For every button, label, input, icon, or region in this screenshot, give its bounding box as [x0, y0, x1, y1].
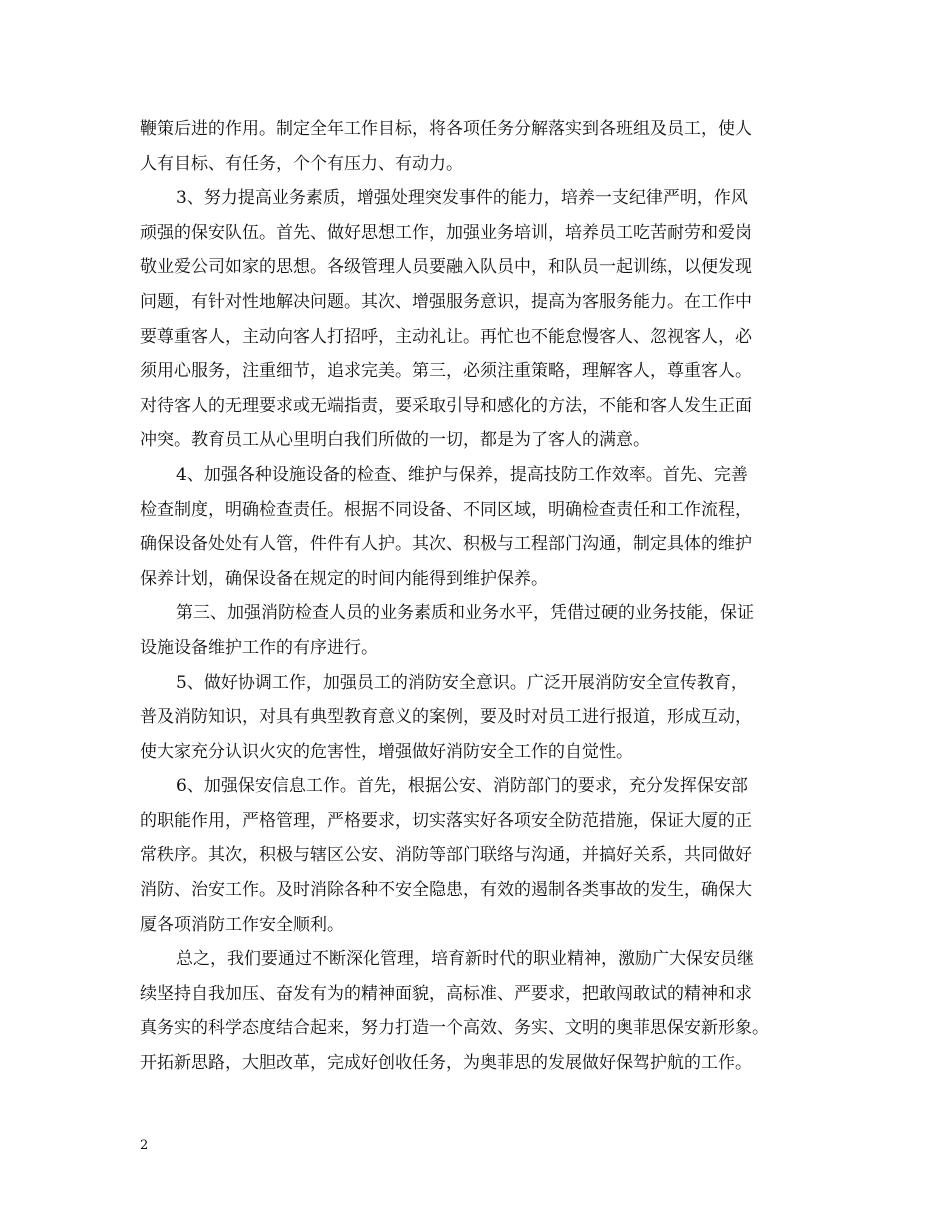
text-line: 顽强的保安队伍。首先、做好思想工作，加强业务培训，培养员工吃苦耐劳和爱岗 [140, 222, 752, 243]
text-line: 消防、治安工作。及时消除各种不安全隐患，有效的遏制各类事故的发生，确保大 [140, 880, 752, 901]
text-line: 普及消防知识，对具有典型教育意义的案例，要及时对员工进行报道，形成互动， [140, 707, 752, 728]
text-line: 确保设备处处有人管，件件有人护。其次、积极与工程部门沟通，制定具体的维护 [140, 534, 752, 555]
text-line: 厦各项消防工作安全顺利。 [140, 914, 344, 935]
paragraph-first-line: 3、努力提高业务素质，增强处理突发事件的能力，培养一支纪律严明，作风 [176, 188, 748, 209]
text-line: 要尊重客人，主动向客人打招呼，主动礼让。再忙也不能怠慢客人、忽视客人，必 [140, 326, 752, 347]
text-line: 设施设备维护工作的有序进行。 [140, 637, 378, 658]
text-line: 保养计划，确保设备在规定的时间内能得到维护保养。 [140, 568, 548, 589]
text-line: 对待客人的无理要求或无端指责，要采取引导和感化的方法，不能和客人发生正面 [140, 395, 752, 416]
document-body [140, 112, 820, 1081]
text-line: 冲突。教育员工从心里明白我们所做的一切，都是为了客人的满意。 [140, 430, 650, 451]
text-line: 检查制度，明确检查责任。根据不同设备、不同区域，明确检查责任和工作流程， [140, 499, 752, 520]
paragraph-first-line: 6、加强保安信息工作。首先，根据公安、消防部门的要求，充分发挥保安部 [176, 776, 748, 797]
paragraph-first-line: 5、做好协调工作，加强员工的消防安全意识。广泛开展消防安全宣传教育， [176, 672, 748, 693]
text-line: 常秩序。其次，积极与辖区公安、消防等部门联络与沟通，并搞好关系，共同做好 [140, 845, 752, 866]
page-number: 2 [140, 1138, 149, 1153]
text-line: 敬业爱公司如家的思想。各级管理人员要融入队员中，和队员一起训练，以便发现 [140, 257, 752, 278]
paragraph-first-line: 4、加强各种设施设备的检查、维护与保养，提高技防工作效率。首先、完善 [176, 464, 748, 485]
text-line: 人有目标、有任务，个个有压力、有动力。 [140, 153, 463, 174]
text-line: 使大家充分认识火灾的危害性，增强做好消防安全工作的自觉性。 [140, 741, 633, 762]
text-line: 真务实的科学态度结合起来，努力打造一个高效、务实、文明的奥菲思保安新形象。 [140, 1018, 769, 1039]
text-line: 开拓新思路，大胆改革，完成好创收任务，为奥菲思的发展做好保驾护航的工作。 [140, 1053, 752, 1074]
text-line: 问题，有针对性地解决问题。其次、增强服务意识，提高为客服务能力。在工作中 [140, 291, 752, 312]
text-line: 续坚持自我加压、奋发有为的精神面貌，高标准、严要求，把敢闯敢试的精神和求 [140, 983, 752, 1004]
paragraph-first-line: 第三、加强消防检查人员的业务素质和业务水平，凭借过硬的业务技能，保证 [176, 603, 754, 624]
text-line: 须用心服务，注重细节，追求完美。第三，必须注重策略，理解客人，尊重客人。 [140, 361, 752, 382]
text-line: 鞭策后进的作用。制定全年工作目标，将各项任务分解落实到各班组及员工，使人 [140, 119, 752, 139]
paragraph-first-line: 总之，我们要通过不断深化管理，培育新时代的职业精神，激励广大保安员继 [176, 949, 754, 970]
text-line: 的职能作用，严格管理，严格要求，切实落实好各项安全防范措施，保证大厦的正 [140, 810, 752, 831]
